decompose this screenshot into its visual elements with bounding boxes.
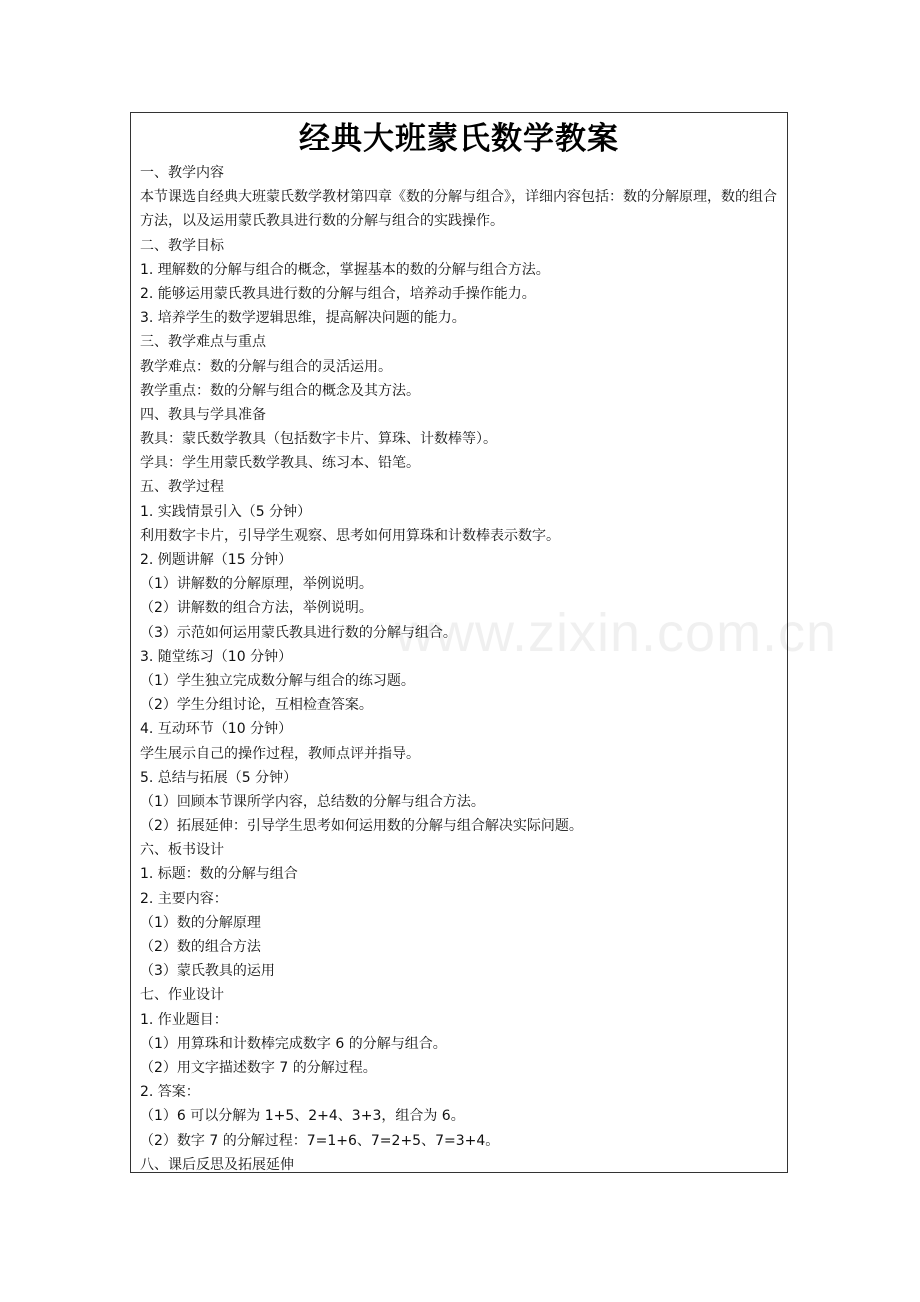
watermark: www.zixin.com.cn xyxy=(395,603,838,663)
text-line: 2. 答案： xyxy=(140,1084,200,1101)
text-line: 1. 理解数的分解与组合的概念，掌握基本的数的分解与组合方法。 xyxy=(140,261,550,278)
text-line: 六、板书设计 xyxy=(140,842,224,859)
text-line: （2）讲解数的组合方法，举例说明。 xyxy=(140,600,373,617)
text-line: 七、作业设计 xyxy=(140,987,224,1004)
text-line: 利用数字卡片，引导学生观察、思考如何用算珠和计数棒表示数字。 xyxy=(140,527,560,544)
text-line: （2）数的组合方法 xyxy=(140,939,261,956)
text-line: 4. 互动环节（10 分钟） xyxy=(140,721,293,738)
page-title: 经典大班蒙氏数学教案 xyxy=(299,121,619,157)
text-line: （1）数的分解原理 xyxy=(140,914,261,931)
text-line: （1）学生独立完成数分解与组合的练习题。 xyxy=(140,672,415,689)
intro-paragraph: 本节课选自经典大班蒙氏数学教材第四章《数的分解与组合》，详细内容包括：数的分解原理，数的组合方法，以及运用蒙氏教具进行数的分解与组合的实践操作。 xyxy=(140,189,777,230)
text-line: 1. 作业题目： xyxy=(140,1011,228,1028)
text-line: （2）学生分组讨论，互相检查答案。 xyxy=(140,697,373,714)
text-line: 五、教学过程 xyxy=(140,479,224,496)
section-heading: 一、教学内容 xyxy=(140,165,224,181)
text-line: 学具：学生用蒙氏数学教具、练习本、铅笔。 xyxy=(140,455,420,472)
text-line: 教学重点：数的分解与组合的概念及其方法。 xyxy=(140,382,420,399)
text-line: （3）蒙氏教具的运用 xyxy=(140,963,275,980)
text-line: 八、课后反思及拓展延伸 xyxy=(140,1156,294,1173)
lesson-plan-body xyxy=(140,161,782,1177)
text-line: 1. 实践情景引入（5 分钟） xyxy=(140,503,312,520)
text-line: 1. 标题：数的分解与组合 xyxy=(140,866,298,883)
text-line: （1）回顾本节课所学内容，总结数的分解与组合方法。 xyxy=(140,793,485,810)
text-line: （1）讲解数的分解原理，举例说明。 xyxy=(140,576,373,593)
text-line: 二、教学目标 xyxy=(140,237,224,254)
text-line: （3）示范如何运用蒙氏教具进行数的分解与组合。 xyxy=(140,624,457,641)
text-line: 三、教学难点与重点 xyxy=(140,334,266,351)
text-line: （2）拓展延伸：引导学生思考如何运用数的分解与组合解决实际问题。 xyxy=(140,818,583,835)
text-line: （2）数字 7 的分解过程：7=1+6、7=2+5、7=3+4。 xyxy=(140,1132,500,1149)
text-line: 3. 培养学生的数学逻辑思维，提高解决问题的能力。 xyxy=(140,310,466,327)
content-lines xyxy=(140,234,782,1177)
text-line: 5. 总结与拓展（5 分钟） xyxy=(140,769,298,786)
text-line: 3. 随堂练习（10 分钟） xyxy=(140,648,293,665)
text-line: 2. 例题讲解（15 分钟） xyxy=(140,552,293,569)
text-line: （1）6 可以分解为 1+5、2+4、3+3，组合为 6。 xyxy=(140,1108,465,1125)
text-line: （1）用算珠和计数棒完成数字 6 的分解与组合。 xyxy=(140,1035,447,1052)
text-line: 学生展示自己的操作过程，教师点评并指导。 xyxy=(140,745,420,762)
text-line: 教学难点：数的分解与组合的灵活运用。 xyxy=(140,358,392,375)
text-line: 教具：蒙氏数学教具（包括数字卡片、算珠、计数棒等）。 xyxy=(140,431,497,448)
text-line: 2. 能够运用蒙氏教具进行数的分解与组合，培养动手操作能力。 xyxy=(140,285,536,302)
text-line: 2. 主要内容： xyxy=(140,890,228,907)
text-line: 四、教具与学具准备 xyxy=(140,406,266,423)
text-line: （2）用文字描述数字 7 的分解过程。 xyxy=(140,1059,377,1076)
